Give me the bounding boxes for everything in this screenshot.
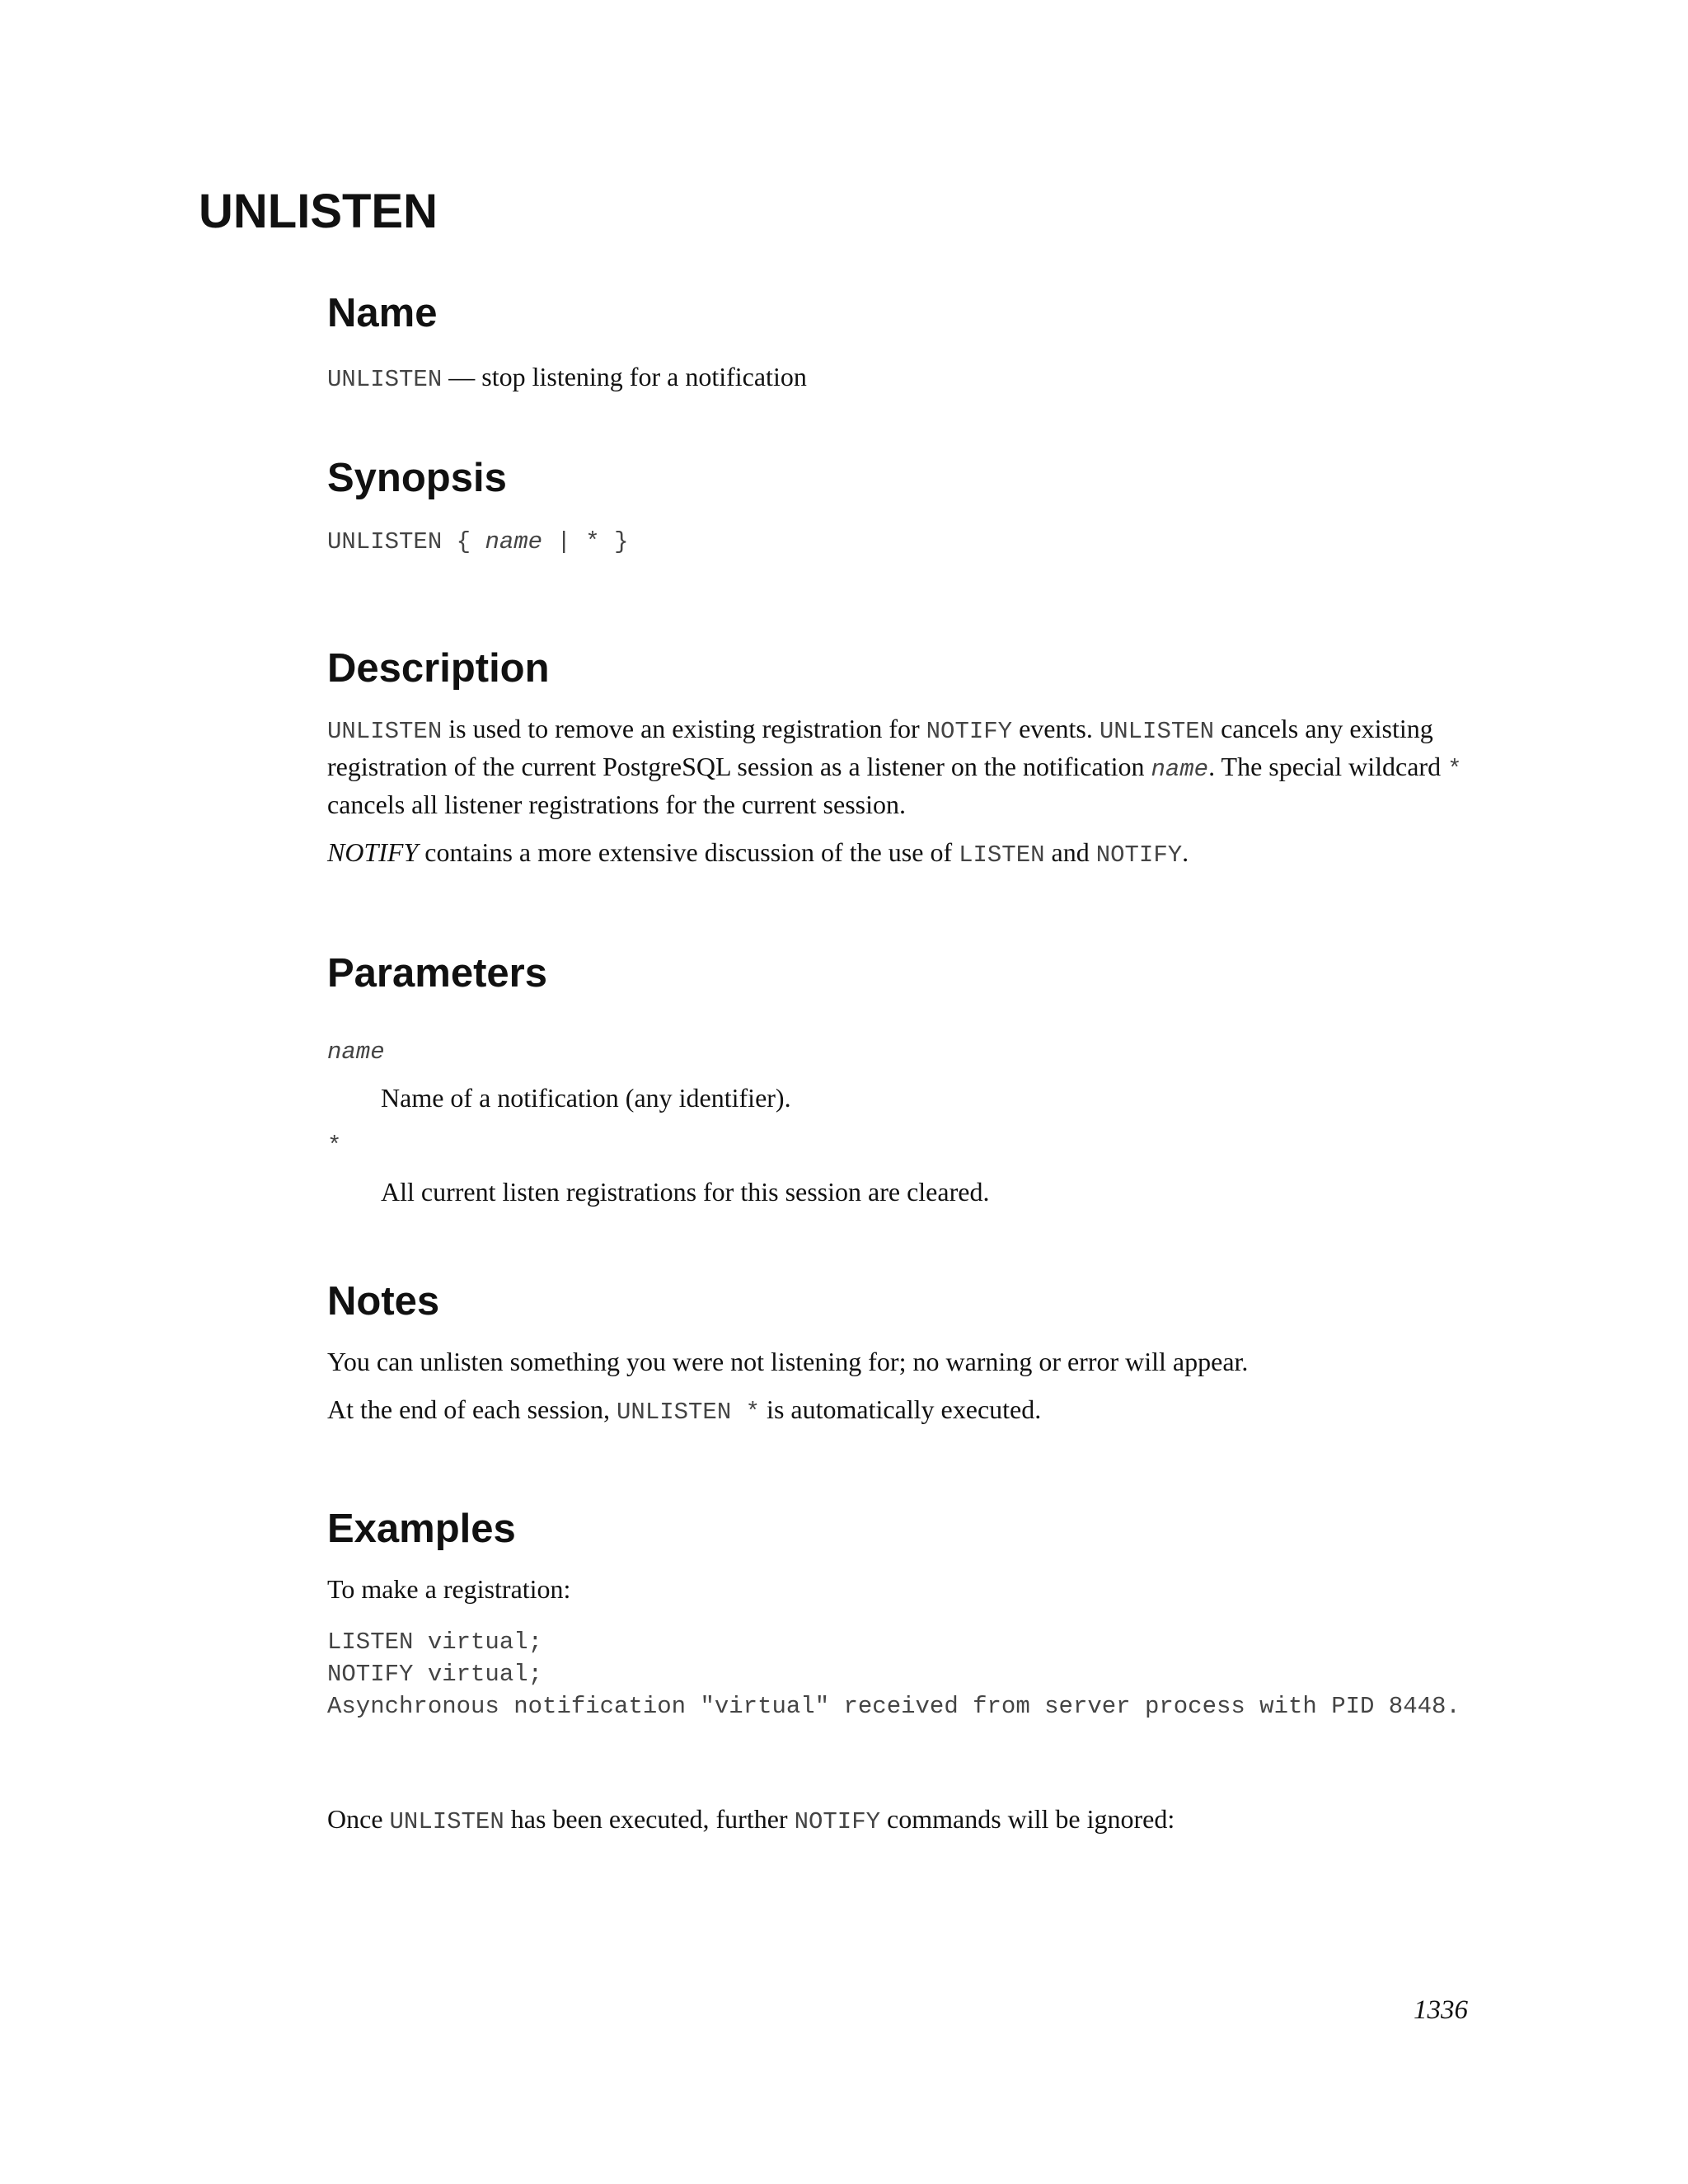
text-run: cancels any existing registration of the current PostgreSQL session as a listener on the notification — [327, 714, 1433, 781]
parameter-term-wildcard: * — [327, 1132, 342, 1160]
code-listen: LISTEN — [959, 841, 1045, 869]
parameters-heading: Parameters — [327, 951, 547, 996]
synopsis-prefix: UNLISTEN { — [327, 528, 485, 555]
text-run: events. — [1012, 714, 1100, 743]
text-run: cancels all listener registrations for the current session. — [327, 790, 906, 819]
code-notify: NOTIFY — [926, 718, 1013, 745]
code-wildcard: * — [1447, 756, 1462, 783]
code-unlisten: UNLISTEN — [1099, 718, 1215, 745]
text-run: has been executed, further — [504, 1804, 795, 1834]
text-run: and — [1044, 837, 1096, 867]
code-unlisten: UNLISTEN — [389, 1808, 504, 1835]
notes-heading: Notes — [327, 1279, 440, 1324]
text-run: . The special wildcard — [1208, 752, 1448, 781]
text-run: is used to remove an existing registration for — [442, 714, 926, 743]
synopsis-heading: Synopsis — [327, 456, 507, 500]
notify-reference-link[interactable]: NOTIFY — [327, 837, 419, 867]
code-unlisten: UNLISTEN — [327, 718, 443, 745]
name-command: UNLISTEN — [327, 366, 443, 393]
name-heading: Name — [327, 291, 438, 335]
notes-paragraph-2 — [327, 1392, 1498, 1430]
notes-paragraph-1: You can unlisten something you were not listening for; no warning or error will appear. — [327, 1347, 1249, 1376]
text-run: is automatically executed. — [760, 1394, 1042, 1424]
name-summary — [327, 359, 1498, 397]
parameter-term-name: name — [327, 1038, 385, 1066]
code-notify: NOTIFY — [1095, 841, 1183, 869]
text-run: commands will be ignored: — [880, 1804, 1175, 1834]
parameter-desc-name: Name of a notification (any identifier). — [381, 1083, 791, 1113]
page-title: UNLISTEN — [199, 185, 438, 238]
text-run: contains a more extensive discussion of the use of — [418, 837, 959, 867]
text-run: Once — [327, 1804, 390, 1834]
description-paragraph-2 — [327, 835, 1498, 873]
name-summary-text: — stop listening for a notification — [442, 362, 807, 391]
page-content — [327, 288, 1498, 1840]
example-code-block: LISTEN virtual; NOTIFY virtual; Asynchronous notification "virtual" received from server process with PID 8448. — [327, 1629, 1461, 1720]
examples-intro: To make a registration: — [327, 1574, 571, 1604]
code-notify: NOTIFY — [794, 1808, 880, 1835]
synopsis-code — [327, 526, 1498, 558]
text-run: . — [1182, 837, 1189, 867]
description-paragraph-1 — [327, 711, 1498, 822]
examples-heading: Examples — [327, 1507, 516, 1551]
parameter-list — [327, 1036, 1498, 1209]
page-number: 1336 — [1414, 1995, 1468, 2025]
synopsis-suffix: | * } — [542, 528, 629, 555]
code-unlisten-all: UNLISTEN * — [617, 1399, 761, 1426]
synopsis-param: name — [485, 528, 543, 555]
code-name: name — [1151, 756, 1209, 783]
parameter-desc-wildcard: All current listen registrations for this session are cleared. — [381, 1177, 990, 1207]
description-heading: Description — [327, 646, 550, 691]
text-run: At the end of each session, — [327, 1394, 617, 1424]
examples-after-paragraph — [327, 1802, 1498, 1840]
